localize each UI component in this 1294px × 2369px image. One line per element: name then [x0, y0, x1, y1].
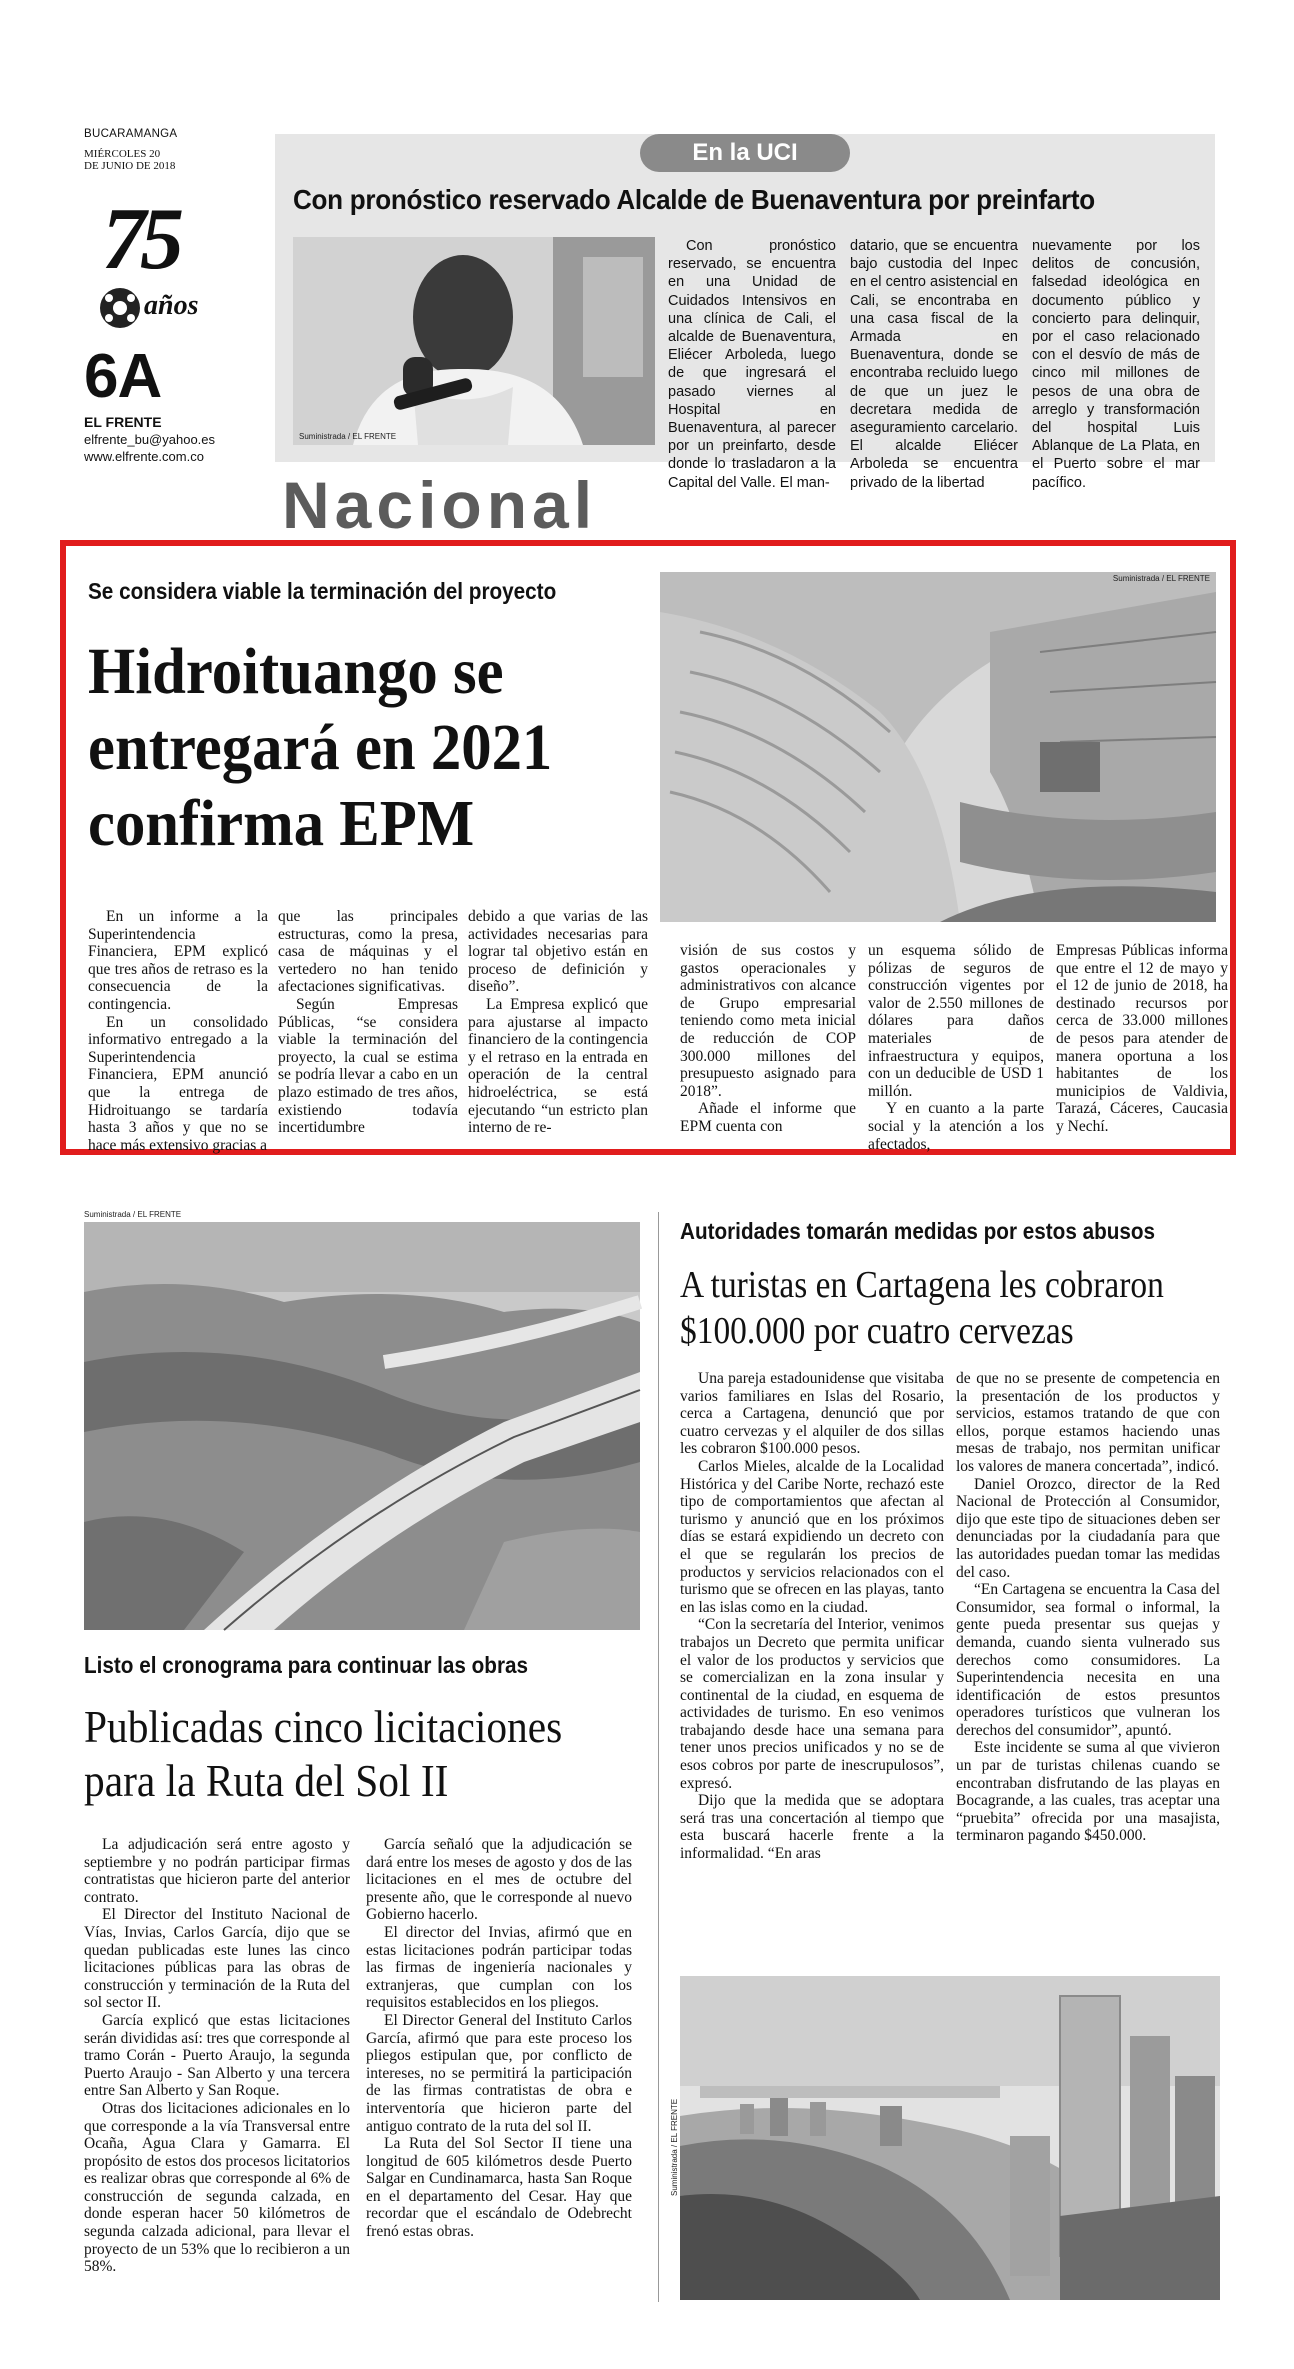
ruta-col-1-p3: García explicó que estas licitaciones serán divididas así: tres que corresponde al tramo Corán - Puerto Araujo, la segunda Puerto Araujo - San Alberto y una tercera entre San Alberto y San Roque. [84, 2011, 350, 2100]
ruta-photo-credit: Suministrada / EL FRENTE [84, 1210, 182, 1219]
hidro-col-4-p1: visión de sus costos y gastos operacionales y administrativos con alcance de Grupo empresarial teniendo como meta inicial de reducción de COP 300.000 millones del presupuesto asignado para 2018”. [680, 942, 856, 1100]
hidro-col-5-p2: Y en cuanto a la parte social y la atención a los afectados, [868, 1100, 1044, 1153]
uci-col-3-text: nuevamente por los delitos de concusión, falsedad ideológica en documento público y concierto para delinquir, por el caso relacionado con el desvío de más de cinco mil millones de pesos de una obra de arreglo y transformación del hospital Luis Ablanque de La Plata, en el Puerto sobre el mar pacífico. [1032, 238, 1200, 491]
hidro-col-1-p1: En un informe a la Superintendencia Financiera, EPM explicó que tres años de retraso es la consecuencia de la contingencia. [88, 908, 268, 1013]
ruta-col-1-p2: El Director del Instituto Nacional de Vías, Invias, Carlos García, dijo que se quedan publicadas este lunes las cinco licitaciones públicas para las obras de construcción y terminación de la Ruta del sol sector II. [84, 1906, 350, 2012]
hidro-col-3 [468, 908, 648, 1137]
cartagena-col-1-p3: “Con la secretaría del Interior, venimos trabajos un Decreto que permita unificar el valor de los productos y servicios que se comercializan en la zona insular y continental de la ciudad, en esquema de actividades de turismo. En eso venimos trabajando desde hace una semana para tener unos precios unificados y no se de esos cobros por parte de inescrupulosos”, expresó. [680, 1616, 944, 1792]
uci-photo-credit: Suministrada / EL FRENTE [299, 432, 397, 441]
city-label: BUCARAMANGA [84, 128, 178, 140]
ruta-headline [84, 1700, 562, 1808]
mayor-photo [293, 237, 655, 445]
hidro-col-2-p1: que las principales estructuras, como la presa, casa de máquinas y el vertedero no han tenido afectaciones significativas. [278, 908, 458, 996]
cartagena-col-2-p1: de que no se presente de competencia en la presentación de los productos y servicios, estamos tratando de que con ellos, porque estamos haciendo unas mesas de trabajo, nos permitan unificar los valores de manera concertada”, indicó. [956, 1370, 1220, 1475]
ruta-col-2-p2: El director del Invias, afirmó que en estas licitaciones podrán participar todas las firmas de ingeniería nacionales y extranjeras, que cumplan con los requisitos establecidos en los pliegos. [366, 1923, 632, 2012]
uci-col-1 [668, 237, 836, 492]
anniversary-logo [84, 191, 234, 330]
cartagena-skyline-photo [670, 1976, 1220, 2300]
date-line-2: DE JUNIO DE 2018 [84, 160, 176, 172]
hidro-col-5 [868, 942, 1044, 1153]
cartagena-col-2-p2: Daniel Orozco, director de la Red Nacional de Protección al Consumidor, dijo que este tipo de situaciones deben ser denunciadas por la ciudadanía para que las autoridades puedan tomar las medidas del caso. [956, 1475, 1220, 1581]
uci-box [275, 134, 1215, 491]
hidro-col-1 [88, 908, 268, 1154]
hidro-col-2 [278, 908, 458, 1137]
cartagena-headline-line-2: $100.000 por cuatro cervezas [680, 1310, 1074, 1352]
hidro-headline-line-3: confirma EPM [88, 787, 475, 860]
hidro-col-3-p1: debido a que varias de las actividades necesarias para lograr tal objetivo están en proceso de definición y diseño”. [468, 908, 648, 996]
ruta-col-2-p3: El Director General del Instituto Carlos García, afirmó que para este proceso los pliegos estipulan que, por conflicto de intereses, no se permitirá la participación de las firmas contratistas de obra e interventoría que hicieron parte del antiguo contrato de la ruta del sol II. [366, 2011, 632, 2135]
uci-col-3 [1032, 237, 1200, 492]
cartagena-col-2-p3: “En Cartagena se encuentra la Casa del Consumidor, sea formal o informal, la gente pueda presentar sus quejas y demanda, cuando sienta vulnerado sus derechos como consumidores. La Superintendencia necesita en una identificación de estos presuntos operadores turísticos que vulneran los derechos del consumidor”, apuntó. [956, 1581, 1220, 1739]
highway-photo [84, 1222, 640, 1630]
uci-col-2 [850, 237, 1018, 492]
hidro-col-5-p1: un esquema sólido de pólizas de seguros de construcción vigentes por valor de 2.550 millones de dólares para daños materiales de infraestructura y equipos, con un deducible de USD 1 millón. [868, 942, 1044, 1100]
date-line-1: MIÉRCOLES 20 [84, 148, 161, 160]
hidro-headline-line-2: entregará en 2021 [88, 711, 553, 784]
ruta-kicker: Listo el cronograma para continuar las obras [84, 1652, 529, 1678]
uci-headline: Con pronóstico reservado Alcalde de Buenaventura por preinfarto [293, 184, 1095, 215]
cartagena-headline-line-1: A turistas en Cartagena les cobraron [680, 1264, 1164, 1306]
ruta-col-2 [366, 1836, 632, 2241]
hidro-col-6 [1056, 942, 1228, 1136]
anniversary-number: 75 [102, 191, 178, 288]
hidro-col-4-p2: Añade el informe que EPM cuenta con [680, 1100, 856, 1135]
ruta-headline-line-1: Publicadas cinco licitaciones [84, 1701, 563, 1752]
hidro-article [60, 540, 1236, 1155]
ruta-col-1-p1: La adjudicación será entre agosto y septiembre y no podrán participar firmas contratistas que hicieron parte del anterior contrato. [84, 1836, 350, 1906]
hidro-kicker: Se considera viable la terminación del proyecto [88, 578, 557, 604]
page-number: 6A [84, 342, 162, 411]
hidroituango-dam-photo [660, 572, 1216, 922]
cartagena-kicker: Autoridades tomarán medidas por estos abusos [680, 1218, 1156, 1244]
hidro-col-1-p2: En un consolidado informativo entregado a la Superintendencia Financiera, EPM anunció que la entrega de Hidroituango se tardaría hasta 3 años y que no se hace más extensivo gracias a [88, 1013, 268, 1154]
cartagena-col-1 [680, 1370, 944, 1863]
cartagena-col-1-p4: Dijo que la medida que se adoptara será tras una concertación al tiempo que esta buscará hacerle frente a la informalidad. “En aras [680, 1792, 944, 1863]
masthead-info [84, 128, 264, 172]
ruta-col-1-p4: Otras dos licitaciones adicionales en lo que corresponde a la vía Transversal entre Ocaña, Agua Clara y Gamarra. El propósito de estos dos procesos licitatorios es realizar obras que corresponde al 6% de construcción de segunda calzada, en donde esperan hacer 50 kilómetros de segunda calzada adicional, para llevar el proyecto de un 53% que lo recibieron a un 58%. [84, 2099, 350, 2276]
section-title: Nacional [282, 468, 598, 542]
newspaper-name: EL FRENTE [84, 414, 162, 430]
column-divider [658, 1212, 659, 2302]
hidro-col-4 [680, 942, 856, 1136]
uci-badge: En la UCI [640, 134, 850, 172]
hidro-photo-credit: Suministrada / EL FRENTE [1112, 574, 1210, 583]
hidro-col-2-p2: Según Empresas Públicas, “se considera viable la terminación del proyecto, la cual se estima se podría llevar a cabo en un plazo estimado de tres años, existiendo todavía incertidumbre [278, 995, 458, 1137]
hidro-headline-line-1: Hidroituango se [88, 635, 504, 708]
ruta-col-2-p1: García señaló que la adjudicación se dará entre los meses de agosto y dos de las licitaciones en el mes de octubre del presente año, que le corresponde al nuevo Gobierno hacerlo. [366, 1836, 632, 1924]
ruta-col-2-p4: La Ruta del Sol Sector II tiene una longitud de 605 kilómetros desde Puerto Salgar en Cundinamarca, hasta San Roque en el departamento del Cesar. Hay que recordar que el escándalo de Odebrecht frenó estas obras. [366, 2135, 632, 2241]
uci-col-1-text: Con pronóstico reservado, se encuentra en una Unidad de Cuidados Intensivos en una clínica de Cali, el alcalde de Buenaventura, Eliécer Arboleda, luego de que ingresará el pasado viernes al Hospital en Buenaventura, al parecer por un preinfarto, desde donde lo trasladaron a la Capital del Valle. El man- [668, 238, 836, 491]
hidro-headline [88, 634, 552, 862]
cartagena-col-1-p2: Carlos Mieles, alcalde de la Localidad Histórica y del Caribe Norte, rechazó este tipo de comportamientos que afectan al turismo y anunció que en los próximos días se estará expidiendo un decreto con el que se regularán los precios de productos y servicios relacionados con el turismo que se ofrecen en las playas, tanto en las islas como en la ciudad. [680, 1457, 944, 1616]
contact-email[interactable]: elfrente_bu@yahoo.es [84, 432, 216, 447]
cartagena-col-2 [956, 1370, 1220, 1845]
cartagena-headline [680, 1262, 1164, 1354]
uci-col-2-text: datario, que se encuentra bajo custodia del Inpec en el centro asistencial en Cali, se encontraba en una casa fiscal de la Armada en Buenaventura, donde se encontraba recluido luego de que un juez le decretara medida de aseguramiento carcelario. El alcalde Eliécer Arboleda se encuentra privado de la libertad [850, 238, 1018, 491]
hidro-col-6-p1: Empresas Públicas informa que entre el 12 de mayo y el 12 de junio de 2018, ha destinado recursos por cerca de 33.000 millones de pesos para atender de manera oportuna a los habitantes de los municipios de Valdivia, Tarazá, Cáceres, Caucasia y Nechí. [1056, 942, 1228, 1135]
hidro-col-3-p2: La Empresa explicó que para ajustarse al impacto financiero de la contingencia y el retraso en la entrada en operación de la central hidroeléctrica, se está ejecutando “un estricto plan interno de re- [468, 995, 648, 1137]
ruta-headline-line-2: para la Ruta del Sol II [84, 1755, 449, 1806]
ruta-col-1 [84, 1836, 350, 2276]
cartagena-photo-credit: Suministrada / EL FRENTE [670, 2098, 679, 2196]
cartagena-col-1-p1: Una pareja estadounidense que visitaba varios familiares en Islas del Rosario, cerca a Cartagena, denunció que por cuatro cervezas y el alquiler de dos sillas les cobraron $100.000 pesos. [680, 1370, 944, 1458]
anniversary-word: años [144, 290, 199, 321]
cartagena-col-2-p4: Este incidente se suma al que vivieron un par de turistas chilenas cuando se encontraban disfrutando de las playas en Bocagrande, a las cuales, tras aceptar una “pruebita” ofrecida por una masajista, terminaron pagando $450.000. [956, 1739, 1220, 1845]
contact-website[interactable]: www.elfrente.com.co [84, 449, 204, 464]
